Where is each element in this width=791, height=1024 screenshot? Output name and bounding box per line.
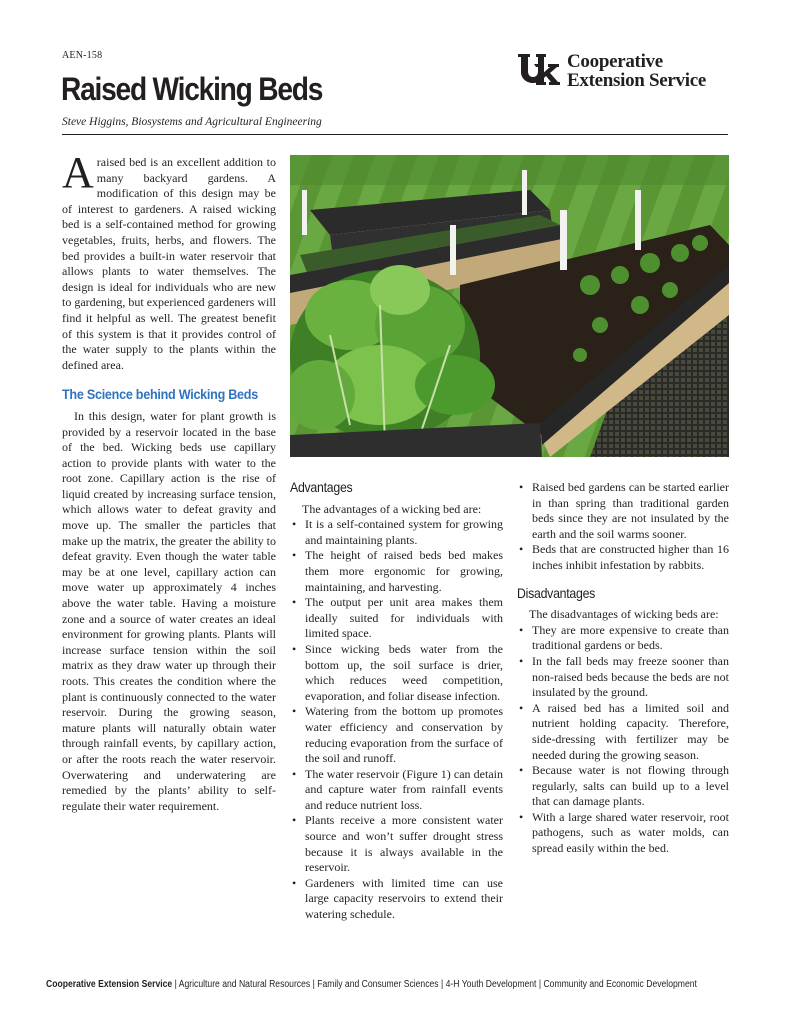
page-title: Raised Wicking Beds <box>61 71 323 107</box>
list-item: • Watering from the bottom up promotes water efficiency and conservation by reducing evaporation from the surface of the soil and runoff. <box>290 704 503 766</box>
list-item: • It is a self-contained system for growing and maintaining plants. <box>290 517 503 548</box>
footer-brand: Cooperative Extension Service <box>46 979 173 990</box>
advantages-heading: Advantages <box>290 479 353 495</box>
list-item: • Beds that are constructed higher than 16 inches inhibit infestation by rabbits. <box>517 542 729 573</box>
list-item: • Raised bed gardens can be started earlier in than spring than traditional garden beds since they are not insulated by the earth and the soil warms sooner. <box>517 480 729 542</box>
intro-text: raised bed is an excellent addition to many backyard gardens. A modification of this design may be of interest to gardeners. A raised wicking bed is a self-contained method for growing vegetables, fruits, herbs, and flowers. The bed provides a built-in water reservoir that allows plants to water themselves. The design is ideal for individuals who are new to gardening, but experienced gardeners will find it helpful as well. The greatest benefit of this system is that it provides control of the water supply to the plants within the defined area. <box>62 155 276 372</box>
intro-paragraph <box>62 148 276 373</box>
logo-line-1: Cooperative <box>567 51 663 72</box>
list-item: • A raised bed has a limited soil and nutrient holding capacity. Therefore, side-dressing with fertilizer may be needed during the growing season. <box>517 701 729 763</box>
advantages-list-continued <box>517 480 729 574</box>
uk-logo-icon <box>517 52 563 88</box>
list-item: • They are more expensive to create than traditional gardens or beds. <box>517 623 729 654</box>
uk-extension-logo <box>517 52 732 92</box>
document-id: AEN-158 <box>62 50 103 61</box>
author-line: Steve Higgins, Biosystems and Agricultural Engineering <box>62 116 322 128</box>
disadvantages-heading: Disadvantages <box>517 584 596 601</box>
list-item: • Since wicking beds water from the bottom up, the soil surface is drier, which reduces weed competition, evaporation, and foliar disease infection. <box>290 642 503 704</box>
footer <box>46 979 697 990</box>
list-item: • The output per unit area makes them ideally suited for individuals with limited space. <box>290 595 503 642</box>
disadvantages-intro: The disadvantages of wicking beds are: <box>529 607 719 622</box>
garden-photo-illustration <box>290 155 729 457</box>
advantages-list <box>290 517 503 922</box>
advantages-intro: The advantages of a wicking bed are: <box>302 501 482 516</box>
list-item: • With a large shared water reservoir, root pathogens, such as water molds, can spread easily within the bed. <box>517 810 729 857</box>
science-heading: The Science behind Wicking Beds <box>62 386 258 403</box>
disadvantages-list <box>517 623 729 857</box>
list-item: • In the fall beds may freeze sooner than non-raised beds because the beds are not insulated by the ground. <box>517 654 729 701</box>
list-item: • The water reservoir (Figure 1) can detain and capture water from rainfall events and reduce nutrient loss. <box>290 767 503 814</box>
right-column <box>517 480 729 857</box>
science-paragraph: In this design, water for plant growth is provided by a reservoir located in the base of the bed. Wicking beds use capillary action to provide plants with water to the root zone. Capillary action is the rise of liquid created by increasing surface tension, which allows water to defeat gravity and move up. The smaller the particles that make up the matrix, the greater the ability to defeat gravity. Even though the water table may be at one level, capillary action can move water up approximately 4 inches above the water table. Having a moisture zone and a source of water creates an ideal environment for growing plants. Plants will increase surface tension within the soil matrix as they draw water up through their roots. This creates the condition where the plant is continuously connected to the water reservoir. During the growing season, mature plants will naturally obtain water through rainfall events, by capillary action, or after the roots reach the water reservoir. Overwatering and underwatering are remedied by the plants’ ability to self-regulate their water requirement. <box>62 408 276 813</box>
list-item: • Because water is not flowing through regularly, salts can build up to a level that can damage plants. <box>517 763 729 810</box>
list-item: • The height of raised beds bed makes them more ergonomic for growing, maintaining, and harvesting. <box>290 548 503 595</box>
middle-column <box>290 480 503 923</box>
list-item: • Gardeners with limited time can use large capacity reservoirs to extend their watering schedule. <box>290 876 503 923</box>
drop-cap: A <box>62 148 94 197</box>
header-divider <box>62 134 728 135</box>
logo-line-2: Extension Service <box>567 70 706 91</box>
list-item: • Plants receive a more consistent water source and won’t suffer drought stress because it is always available in the reservoir. <box>290 813 503 875</box>
footer-units: | Agriculture and Natural Resources | Family and Consumer Sciences | 4-H Youth Development | Community and Economic Development <box>174 979 697 990</box>
raised-wicking-beds-photo <box>290 155 729 457</box>
left-column <box>62 148 276 814</box>
